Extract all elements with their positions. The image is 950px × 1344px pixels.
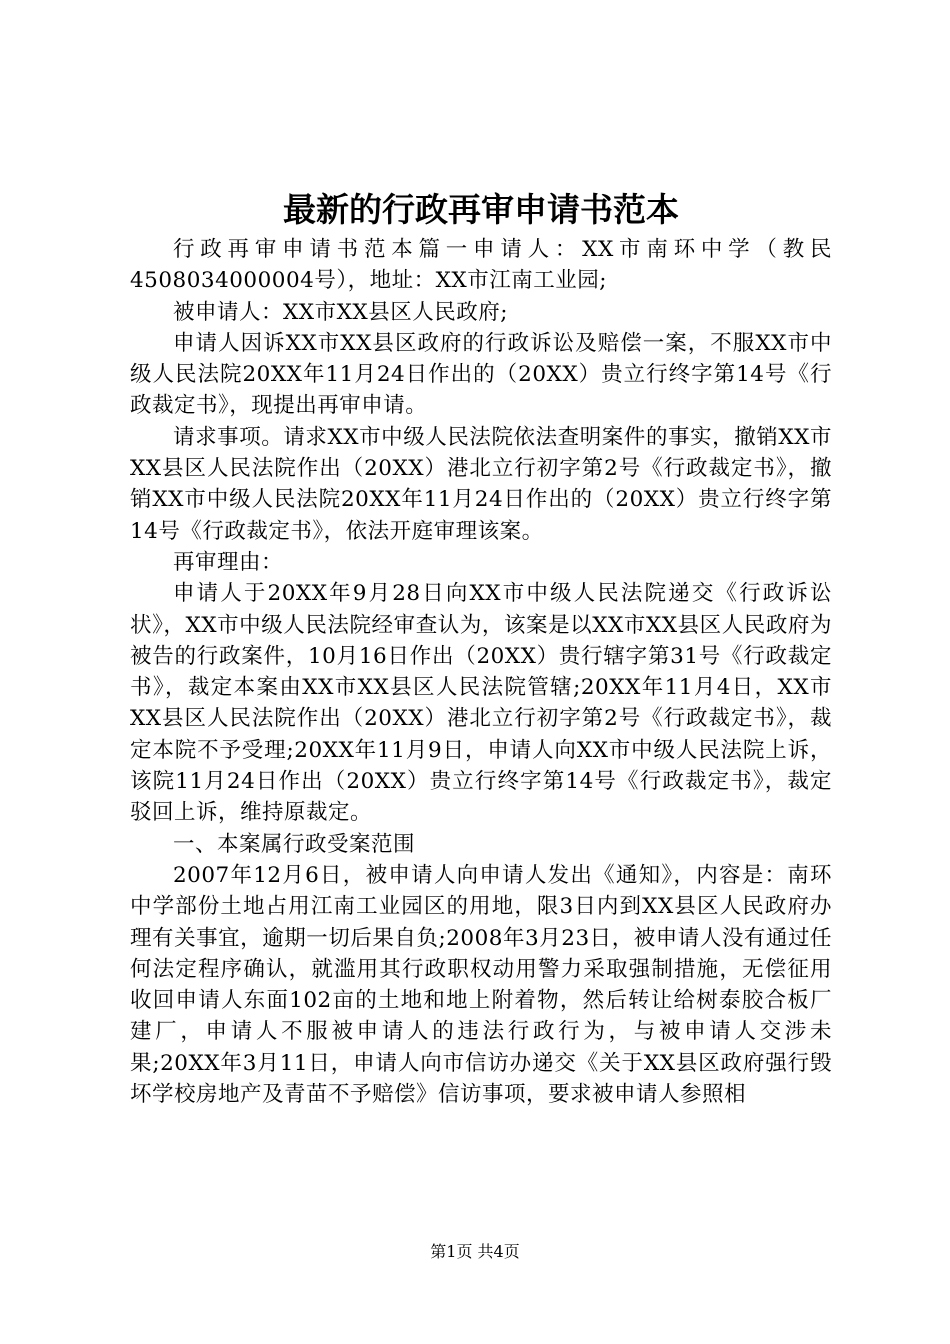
paragraph: 一、本案属行政受案范围 (173, 831, 416, 857)
paragraph: 再审理由： (173, 549, 284, 575)
page-footer: 第1页 共4页 (430, 1242, 520, 1261)
paragraph: 行政再审申请书范本篇一申请人：XX市南环中学（教民4508034000004号），地址：XX市江南工业园; (130, 237, 832, 294)
paragraph: 申请人于20XX年9月28日向XX市中级人民法院递交《行政诉讼状》，XX市中级人民法院经审查认为，该案是以XX市XX县区人民政府为被告的行政案件，10月16日作出（20XX）贵行辖字第31号《行政裁定书》，裁定本案由XX市XX县区人民法院管辖;20XX年11月4日，XX市XX县区人民法院作出（20XX）港北立行初字第2号《行政裁定书》，裁定本院不予受理;20XX年11月9日，申请人向XX市中级人民法院上诉，该院11月24日作出（20XX）贵立行终字第14号《行政裁定书》，裁定驳回上诉，维持原裁定。 (130, 581, 832, 826)
paragraph: 被申请人：XX市XX县区人民政府; (173, 299, 508, 325)
paragraph: 请求事项。请求XX市中级人民法院依法查明案件的事实，撤销XX市XX县区人民法院作出（20XX）港北立行初字第2号《行政裁定书》，撤销XX市中级人民法院20XX年11月24日作出的（20XX）贵立行终字第14号《行政裁定书》，依法开庭审理该案。 (130, 424, 832, 544)
paragraph: 2007年12月6日，被申请人向申请人发出《通知》，内容是：南环中学部份土地占用江南工业园区的用地，限3日内到XX县区人民政府办理有关事宜，逾期一切后果自负;2008年3月23日，被申请人没有通过任何法定程序确认，就滥用其行政职权动用警力采取强制措施，无偿征用收回申请人东面102亩的土地和地上附着物，然后转让给树泰胶合板厂建厂，申请人不服被申请人的违法行政行为，与被申请人交涉未果;20XX年3月11日，申请人向市信访办递交《关于XX县区政府强行毁坏学校房地产及青苗不予赔偿》信访事项，要求被申请人参照相 (130, 862, 832, 1108)
document-body (130, 234, 832, 1110)
paragraph: 申请人因诉XX市XX县区政府的行政诉讼及赔偿一案，不服XX市中级人民法院20XX年11月24日作出的（20XX）贵立行终字第14号《行政裁定书》，现提出再审申请。 (130, 330, 832, 419)
document-title: 最新的行政再审申请书范本 (283, 190, 679, 229)
